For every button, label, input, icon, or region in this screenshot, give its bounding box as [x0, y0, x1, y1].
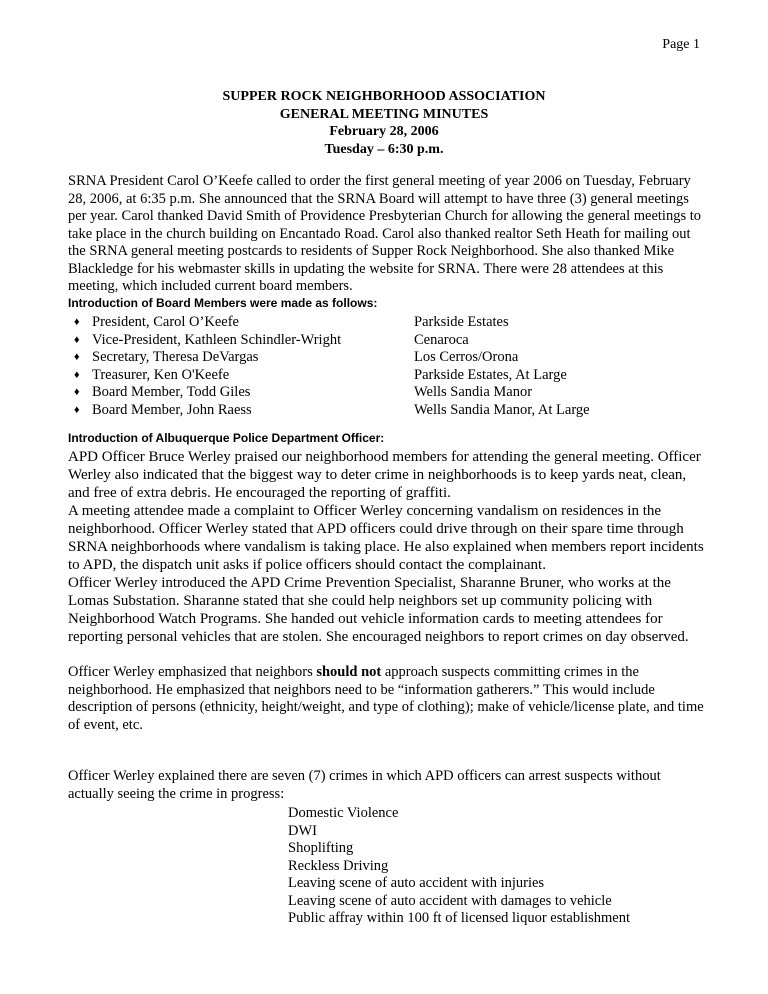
member-area: Wells Sandia Manor, At Large	[414, 401, 590, 418]
diamond-bullet-icon: ♦	[74, 333, 80, 346]
list-item: Public affray within 100 ft of licensed liquor establishment	[288, 910, 631, 926]
board-heading: Introduction of Board Members were made as follows:	[68, 296, 378, 310]
list-item: DWI	[288, 822, 317, 839]
member-area: Wells Sandia Manor	[414, 384, 533, 400]
list-item: Leaving scene of auto accident with injuries	[288, 875, 545, 891]
member-role: Treasurer, Ken O'Keefe	[92, 366, 230, 383]
member-area: Los Cerros/Orona	[414, 349, 519, 365]
list-item: Shoplifting	[288, 840, 354, 856]
member-role: Board Member, John Raess	[92, 401, 252, 418]
diamond-bullet-icon: ♦	[74, 351, 80, 363]
member-role: Board Member, Todd Giles	[92, 384, 251, 400]
crimes-list	[288, 805, 630, 928]
list-item	[68, 332, 708, 350]
list-item	[68, 402, 708, 420]
apd-heading: Introduction of Albuquerque Police Department Officer:	[68, 431, 385, 445]
title-line-time: Tuesday – 6:30 p.m.	[324, 141, 444, 157]
approach-text-before: Officer Werley emphasized that neighbors	[68, 664, 317, 680]
approach-text-after: approach suspects committing crimes in the neighborhood. He emphasized that neighbors need to be “information gatherers.” This would include description of persons (ethnicity, height/weight, and type of clothing); make of vehicle/license plate, and time of event, etc.	[68, 664, 704, 733]
apd-para-part-3: Officer Werley introduced the APD Crime Prevention Specialist, Sharanne Bruner, who works at the Lomas Substation. Sharanne stated that she could help neighbors set up community policing with Neighborhood Watch Programs. She handed out vehicle information cards to meeting attendees for reporting personal vehicles that are stolen. She encouraged neighbors to report crimes on day observed.	[68, 575, 689, 645]
apd-para-part-2: A meeting attendee made a complaint to Officer Werley concerning vandalism on residences in the neighborhood. Officer Werley stated that APD officers could drive through on their spare time through SRNA neighborhoods where vandalism is taking place. He also explained when members report incidents to APD, the dispatch unit asks if police officers should contact the complainant.	[68, 503, 704, 573]
list-item	[68, 349, 708, 367]
page-number: Page 1	[662, 37, 700, 52]
apd-para-part-1: APD Officer Bruce Werley praised our neighborhood members for attending the general meeting. Officer Werley also indicated that the biggest way to deter crime in neighborhoods is to keep yards neat, clean, and free of extra debris. He encouraged the reporting of graffiti.	[68, 449, 701, 501]
list-item: Domestic Violence	[288, 805, 399, 821]
title-line-date: February 28, 2006	[329, 124, 439, 139]
board-members-list	[68, 314, 708, 419]
member-role: Secretary, Theresa DeVargas	[92, 349, 259, 365]
diamond-bullet-icon: ♦	[74, 316, 80, 328]
member-role: Vice-President, Kathleen Schindler-Wright	[92, 331, 342, 348]
approach-paragraph	[68, 664, 708, 734]
list-item	[68, 314, 708, 332]
member-area: Parkside Estates	[414, 314, 509, 330]
crimes-intro-paragraph: Officer Werley explained there are seven (7) crimes in which APD officers can arrest suspects without actually seeing the crime in progress:	[68, 768, 661, 802]
list-item: Leaving scene of auto accident with damages to vehicle	[288, 892, 612, 909]
intro-paragraph: SRNA President Carol O’Keefe called to order the first general meeting of year 2006 on Tuesday, February 28, 2006, at 6:35 p.m. She announced that the SRNA Board will attempt to have three (3) general meetings per year. Carol thanked David Smith of Providence Presbyterian Church for allowing the general meetings to take place in the church building on Encantado Road. Carol also thanked realtor Seth Heath for mailing out the SRNA general meeting postcards to residents of Supper Rock Neighborhood. She also thanked Mike Blackledge for his webmaster skills in updating the website for SRNA. There were 28 attendees at this meeting, which included current board members.	[68, 173, 701, 294]
document-title	[0, 88, 768, 158]
diamond-bullet-icon: ♦	[74, 386, 80, 398]
diamond-bullet-icon: ♦	[74, 368, 80, 381]
apd-paragraph	[68, 448, 708, 646]
title-line-org: SUPPER ROCK NEIGHBORHOOD ASSOCIATION	[222, 89, 546, 104]
list-item	[68, 384, 708, 402]
member-area: Parkside Estates, At Large	[414, 366, 567, 383]
member-area: Cenaroca	[414, 331, 469, 348]
approach-text-emphasis: should not	[316, 664, 382, 680]
diamond-bullet-icon: ♦	[74, 403, 80, 416]
title-line-type: GENERAL MEETING MINUTES	[279, 106, 489, 122]
list-item: Reckless Driving	[288, 857, 389, 874]
member-role: President, Carol O’Keefe	[92, 314, 239, 330]
list-item	[68, 367, 708, 385]
